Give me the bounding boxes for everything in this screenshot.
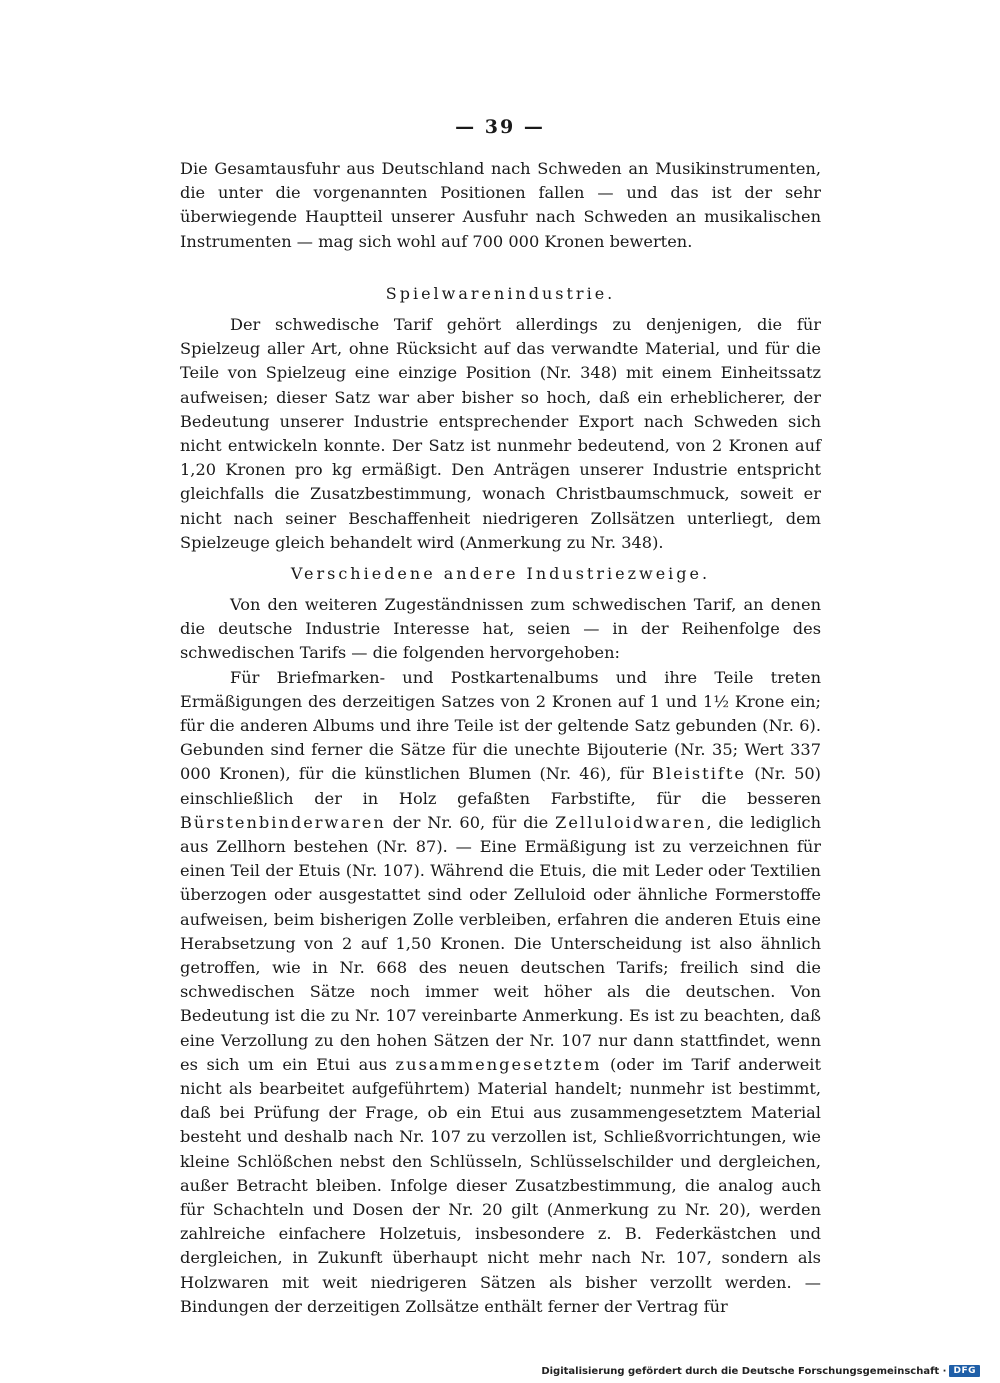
section-heading-toys: Spielwarenindustrie. bbox=[385, 284, 616, 303]
spaced-term-zelluloidwaren: Zelluloidwaren bbox=[555, 812, 707, 832]
paragraph-text: Der schwedische Tarif gehört allerdings zu denjenigen, die für Spielzeug aller Art, ohne Rücksicht auf das verwandte Material, und für die Teile von Spielzeug eine einzige Position (Nr. 348) mit einem Einheitssatz aufweisen; dieser Satz war aber bisher so hoch, daß ein erheblicherer, der Bedeutung unserer Industrie entsprechender Export nach Schweden sich nicht entwickeln konnte. Der Satz ist nunmehr bedeutend, von 2 Kronen auf 1,20 Kronen pro kg ermäßigt. Den Anträgen unserer Industrie entspricht gleichfalls die Zusatzbestimmung, wonach Christbaumschmuck, soweit er nicht nach seiner Beschaffenheit niedrigeren Zollsätzen unterliegt, dem Spielzeuge gleich behandelt wird (Anmerkung zu Nr. 348). bbox=[180, 315, 821, 552]
section-heading-other-industries: Verschiedene andere Industriezweige. bbox=[290, 564, 711, 583]
paragraph-music-export bbox=[180, 157, 821, 254]
paragraph-text: Die Gesamtausfuhr aus Deutschland nach Schweden an Musikinstrumenten, die unter die vorgenannten Positionen fallen — und das ist der sehr überwiegende Hauptteil unserer Ausfuhr nach Schweden an musikalischen Instrumenten — mag sich wohl auf 700 000 Kronen bewerten. bbox=[180, 159, 821, 251]
paragraph-text: Von den weiteren Zugeständnissen zum schwedischen Tarif, an denen die deutsche Industrie Interesse hat, seien — in der Reihenfolge des schwedischen Tarifs — die folgenden hervorgehoben: bbox=[180, 595, 821, 663]
dfg-logo-icon: DFG bbox=[949, 1365, 980, 1377]
paragraph-toys bbox=[180, 313, 821, 555]
page-number: — 39 — bbox=[455, 116, 545, 138]
text-run: (Nr. 50) einschließlich der in Holz gefaßten Farbstifte, für die besseren bbox=[180, 764, 821, 808]
spaced-term-bleistifte: Bleistifte bbox=[652, 764, 746, 784]
spaced-term-buerstenbinderwaren: Bürstenbinderwaren bbox=[180, 812, 386, 832]
text-run: (oder im Tarif anderweit nicht als bearbeitet aufgeführtem) Material handelt; nunmehr ist bestimmt, daß bei Prüfung der Frage, ob ein Etui aus zusammengesetztem Material besteht und deshalb nach Nr. 107 zu verzollen ist, Schließvorrichtungen, wie kleine Schlößchen nebst den Schlüsseln, Schlüsselschilder und dergleichen, außer Betracht bleiben. Infolge dieser Zusatzbestimmung, die analog auch für Schachteln und Dosen der Nr. 20 gilt (Anmerkung zu Nr. 20), werden zahlreiche einfachere Holzetuis, insbesondere z. B. Federkästchen und dergleichen, in Zukunft überhaupt nicht mehr nach Nr. 107, sondern als Holzwaren mit weit niedrigeren Sätzen als bisher verzollt werden. — Bindungen der derzeitigen Zollsätze enthält ferner der Vertrag für bbox=[180, 1054, 821, 1316]
paragraph-concessions bbox=[180, 593, 821, 1319]
paragraph-albums-etuis bbox=[180, 666, 821, 1319]
text-run: , die lediglich aus Zellhorn bestehen (Nr. 87). — Eine Ermäßigung ist zu verzeichnen für einen Teil der Etuis (Nr. 107). Während die Etuis, die mit Leder oder Textilien überzogen oder ausgestattet sind oder Zelluloid oder ähnliche Formerstoffe aufweisen, beim bisherigen Zolle verbleiben, erfahren die anderen Etuis eine Herabsetzung von 2 auf 1,50 Kronen. Die Unterscheidung ist also ähnlich getroffen, wie in Nr. 668 des neuen deutschen Tarifs; freilich sind die schwedischen Sätze noch immer weit höher als die deutschen. Von Bedeutung ist die zu Nr. 107 vereinbarte Anmerkung. Es ist zu beachten, daß eine Verzollung zu den hohen Sätzen der Nr. 107 nur dann stattfindet, wenn es sich um ein Etui aus bbox=[180, 812, 821, 1074]
digitization-credit bbox=[541, 1363, 980, 1379]
spaced-term-zusammengesetztem: zusammengesetztem bbox=[395, 1054, 602, 1074]
text-run: der Nr. 60, für die bbox=[385, 812, 556, 832]
text-run: Für Briefmarken- und Postkartenalbums und ihre Teile treten Ermäßigungen des derzeitigen Satzes von 2 Kronen auf 1 und 1½ Krone ein; für die anderen Albums und ihre Teile ist der geltende Satz gebunden (Nr. 6). Gebunden sind ferner die Sätze für die unechte Bijouterie (Nr. 35; Wert 337 000 Kronen), für die künstlichen Blumen (Nr. 46), für bbox=[180, 667, 821, 784]
credit-text: Digitalisierung gefördert durch die Deutsche Forschungsgemeinschaft · bbox=[541, 1365, 947, 1377]
